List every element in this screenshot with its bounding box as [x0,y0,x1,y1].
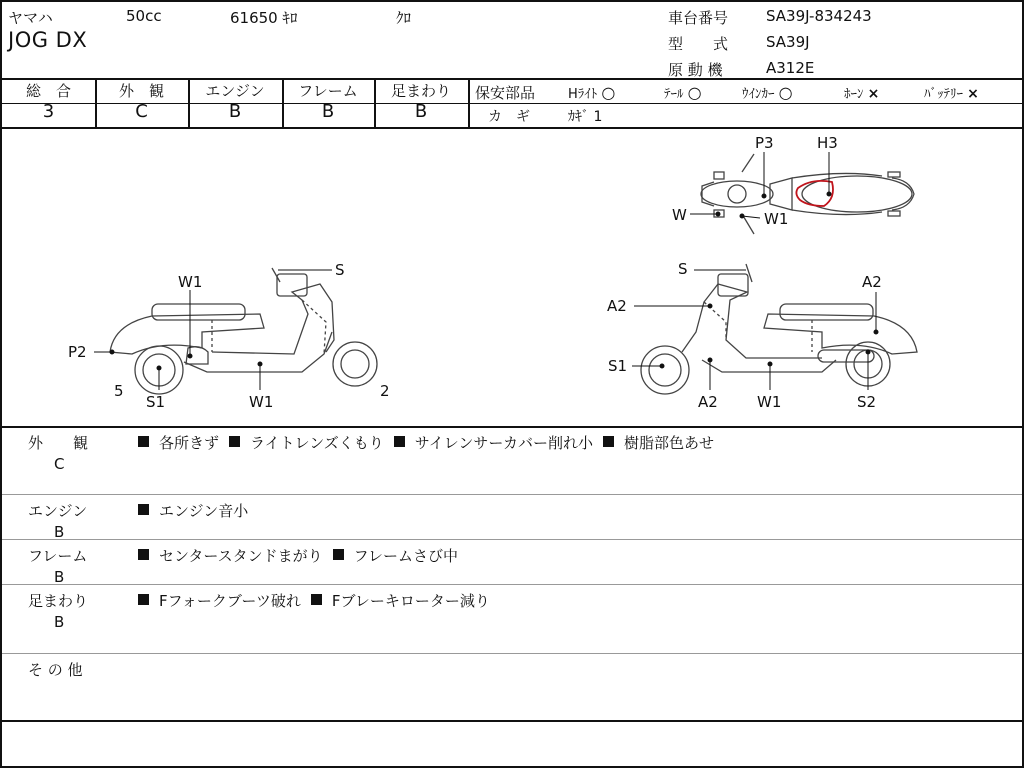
divider [2,720,1022,722]
safety-item-name: Hﾗｲﾄ [568,87,598,102]
grade-label: エンジン [205,82,265,100]
engine-value: A312E [766,59,815,77]
displacement: 50cc [126,7,162,25]
label-s2: S2 [857,393,877,411]
bullet-square-icon [138,549,149,560]
divider [2,653,1022,654]
bullet-square-icon [138,594,149,605]
grade-value: C [135,101,148,122]
note-items [138,432,724,453]
note-item: サイレンサーカバー削れ小 [414,434,594,452]
maker: ヤマハ [8,9,53,27]
safety-item-name: ﾎｰﾝ [844,87,864,102]
note-grade: B [54,613,65,631]
bullet-square-icon [603,436,614,447]
note-items [138,590,500,611]
model-name: JOG DX [8,28,88,52]
note-item: ライトレンズくもり [250,434,384,452]
label-s-right: S [678,260,688,278]
label-a2-right-left: A2 [607,297,627,315]
scooter-top-view [701,154,914,234]
note-item: 樹脂部色あせ [624,434,715,452]
key-label: カ ギ [488,109,530,125]
safety-item-battery [924,83,979,102]
note-item: エンジン音小 [159,502,249,520]
divider [2,426,1022,428]
safety-mark: ○ [687,83,702,102]
grade-value: B [414,101,428,122]
label-w1-right: W1 [757,393,782,411]
note-items [138,500,258,521]
grade-suspension [374,79,468,122]
safety-mark: × [967,86,979,102]
color: ｸﾛ [396,9,412,27]
divider [468,103,1022,104]
grade-overall [2,79,95,122]
mileage: 61650 ｷﾛ [230,9,298,27]
safety-item-horn [844,83,879,102]
grade-value: B [321,101,335,122]
engine-label: 原 動 機 [668,61,723,79]
grade-label: 総 合 [25,82,71,100]
note-category: 外 観 [28,434,89,452]
bullet-square-icon [394,436,405,447]
grade-value: B [228,101,242,122]
note-item: センタースタンドまがり [159,547,323,565]
safety-item-tail [664,83,702,102]
safety-item-name: ｳｲﾝｶｰ [742,87,775,102]
frame-no-label: 車台番号 [668,9,729,27]
label-w-top: W [672,206,687,224]
safety-item-name: ﾊﾞｯﾃﾘｰ [924,87,963,102]
label-p3: P3 [755,134,774,152]
label-w1-left-top: W1 [178,273,203,291]
note-category: フレーム [28,547,88,565]
safety-mark: ○ [778,83,793,102]
divider [2,584,1022,585]
label-w1-left-bottom: W1 [249,393,274,411]
divider [2,539,1022,540]
grade-engine [188,79,282,122]
grade-label: 外 観 [118,82,164,100]
bullet-square-icon [311,594,322,605]
note-item: 各所きず [159,434,220,452]
grade-exterior [95,79,188,122]
scooter-left-view [110,268,377,394]
label-5: 5 [114,382,124,400]
label-a2-right-top: A2 [862,273,882,291]
note-category: 足まわり [28,592,89,610]
note-category: エンジン [28,502,88,520]
note-items [138,545,468,566]
divider [468,78,470,127]
type-value: SA39J [766,33,810,51]
label-s1-right: S1 [608,357,628,375]
grade-label: フレーム [298,82,358,100]
note-category: そ の 他 [28,661,83,679]
label-s-left: S [335,261,345,279]
label-2: 2 [380,382,390,400]
grade-label: 足まわり [390,82,451,100]
divider [2,494,1022,495]
grade-frame [282,79,374,122]
type-label: 型 式 [668,35,729,53]
bullet-square-icon [333,549,344,560]
grade-value: 3 [42,101,55,122]
label-s1-left: S1 [146,393,166,411]
safety-label: 保安部品 [475,84,536,102]
label-p2: P2 [68,343,87,361]
key-value: ｶｷﾞ 1 [568,109,603,125]
label-a2-right-bottom: A2 [698,393,718,411]
note-item: Fブレーキローター減り [331,592,490,610]
frame-no: SA39J-834243 [766,7,872,25]
label-h3: H3 [817,134,838,152]
safety-item-headlight [568,83,615,102]
label-w1-top: W1 [764,210,789,228]
note-grade: B [54,568,65,586]
note-item: Fフォークブーツ破れ [159,592,301,610]
note-grade: C [54,455,65,473]
damage-diagram [2,128,1022,426]
safety-item-winker [742,83,793,102]
bullet-square-icon [138,436,149,447]
note-item: フレームさび中 [353,547,459,565]
note-grade: B [54,523,65,541]
bullet-square-icon [138,504,149,515]
bullet-square-icon [229,436,240,447]
safety-mark: × [867,86,880,102]
safety-item-name: ﾃｰﾙ [664,87,684,102]
safety-mark: ○ [601,83,616,102]
